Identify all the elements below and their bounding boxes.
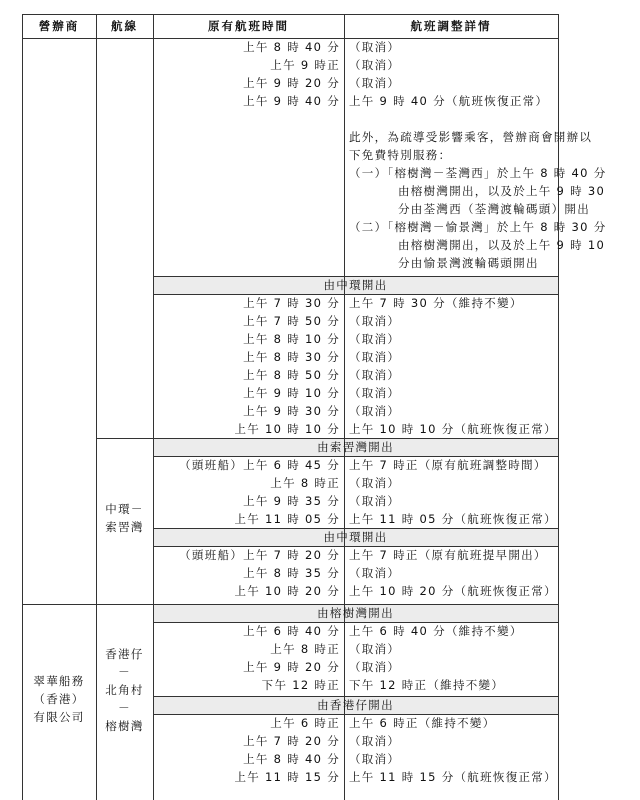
original-time: 上午 10 時 10 分 bbox=[234, 422, 340, 436]
section-heading: 由榕樹灣開出 bbox=[317, 606, 394, 620]
original-time: 上午 8 時正 bbox=[270, 642, 340, 656]
adjustment-detail: 上午 7 時正（原有航班調整時間） bbox=[349, 458, 547, 472]
adjustment-detail: （取消） bbox=[349, 314, 401, 328]
adjustment-detail: （取消） bbox=[349, 404, 401, 418]
original-time: 上午 11 時 15 分 bbox=[234, 770, 340, 784]
operator-name: 有限公司 bbox=[33, 710, 85, 724]
adjustment-detail: 上午 10 時 20 分（航班恢復正常） bbox=[349, 584, 557, 598]
adjustment-detail: （取消） bbox=[349, 350, 401, 364]
header-adjustment: 航班調整詳情 bbox=[410, 19, 492, 33]
route-name: 榕樹灣 bbox=[105, 719, 144, 733]
section-heading: 由中環開出 bbox=[323, 530, 388, 544]
grid-line bbox=[153, 696, 559, 697]
adjustment-detail: （取消） bbox=[349, 660, 401, 674]
adjustment-detail: （取消） bbox=[349, 58, 401, 72]
original-time: （頭班船）上午 6 時 45 分 bbox=[179, 458, 340, 472]
grid-line bbox=[153, 622, 559, 623]
original-time: 上午 9 時 35 分 bbox=[243, 494, 340, 508]
original-time: 下午 12 時正 bbox=[261, 678, 340, 692]
adjustment-detail: 上午 7 時正（原有航班提早開出） bbox=[349, 548, 547, 562]
header-operator: 營辦商 bbox=[38, 19, 80, 33]
adjustment-detail: （取消） bbox=[349, 734, 401, 748]
original-time: 上午 7 時 50 分 bbox=[243, 314, 340, 328]
original-time: 上午 9 時 40 分 bbox=[243, 94, 340, 108]
special-service-note: （一）「榕樹灣－荃灣西」於上午 8 時 40 分 bbox=[349, 166, 607, 180]
adjustment-detail: （取消） bbox=[349, 642, 401, 656]
original-time: 上午 8 時 40 分 bbox=[243, 752, 340, 766]
route-name: － bbox=[118, 701, 131, 715]
original-time: 上午 8 時正 bbox=[270, 476, 340, 490]
original-time: 上午 8 時 35 分 bbox=[243, 566, 340, 580]
route-name: 北角村 bbox=[105, 683, 144, 697]
special-service-note: 由榕樹灣開出，以及於上午 9 時 10 bbox=[398, 238, 606, 252]
special-service-note: 下免費特別服務： bbox=[349, 148, 452, 162]
grid-line bbox=[96, 438, 559, 439]
adjustment-detail: （取消） bbox=[349, 332, 401, 346]
original-time: 上午 9 時 20 分 bbox=[243, 76, 340, 90]
adjustment-detail: 上午 6 時正（維持不變） bbox=[349, 716, 496, 730]
grid-line bbox=[22, 38, 559, 39]
section-heading: 由香港仔開出 bbox=[317, 698, 394, 712]
adjustment-detail: 下午 12 時正（維持不變） bbox=[349, 678, 505, 692]
adjustment-detail: （取消） bbox=[349, 476, 401, 490]
special-service-note: 分由愉景灣渡輪碼頭開出 bbox=[398, 256, 539, 270]
adjustment-detail: （取消） bbox=[349, 566, 401, 580]
adjustment-detail: （取消） bbox=[349, 368, 401, 382]
adjustment-detail: 上午 7 時 30 分（維持不變） bbox=[349, 296, 523, 310]
special-service-note: 此外，為疏導受影響乘客，營辦商會開辦以 bbox=[349, 130, 593, 144]
original-time: （頭班船）上午 7 時 20 分 bbox=[179, 548, 340, 562]
original-time: 上午 6 時正 bbox=[270, 716, 340, 730]
original-time: 上午 7 時 20 分 bbox=[243, 734, 340, 748]
section-heading: 由中環開出 bbox=[323, 278, 388, 292]
adjustment-detail: （取消） bbox=[349, 76, 401, 90]
original-time: 上午 9 時 10 分 bbox=[243, 386, 340, 400]
adjustment-detail: （取消） bbox=[349, 386, 401, 400]
original-time: 上午 8 時 50 分 bbox=[243, 368, 340, 382]
adjustment-detail: 上午 9 時 40 分（航班恢復正常） bbox=[349, 94, 549, 108]
operator-name: （香港） bbox=[33, 692, 85, 706]
adjustment-detail: 上午 11 時 05 分（航班恢復正常） bbox=[349, 512, 557, 526]
original-time: 上午 8 時 10 分 bbox=[243, 332, 340, 346]
route-name: 香港仔 bbox=[105, 647, 144, 661]
grid-line bbox=[344, 14, 345, 800]
header-original-times: 原有航班時間 bbox=[208, 19, 289, 33]
header-route: 航線 bbox=[111, 19, 138, 33]
grid-line bbox=[22, 14, 559, 15]
adjustment-detail: （取消） bbox=[349, 752, 401, 766]
adjustment-detail: （取消） bbox=[349, 40, 401, 54]
adjustment-detail: （取消） bbox=[349, 494, 401, 508]
original-time: 上午 10 時 20 分 bbox=[234, 584, 340, 598]
section-heading: 由索罟灣開出 bbox=[317, 440, 394, 454]
adjustment-detail: 上午 6 時 40 分（維持不變） bbox=[349, 624, 523, 638]
route-name: 索罟灣 bbox=[105, 520, 144, 534]
operator-name: 翠華船務 bbox=[33, 674, 85, 688]
grid-line bbox=[153, 276, 559, 277]
grid-line bbox=[153, 528, 559, 529]
route-name: － bbox=[118, 665, 131, 679]
original-time: 上午 11 時 05 分 bbox=[234, 512, 340, 526]
original-time: 上午 9 時正 bbox=[270, 58, 340, 72]
special-service-note: （二）「榕樹灣－愉景灣」於上午 8 時 30 分 bbox=[349, 220, 607, 234]
route-name: 中環－ bbox=[105, 502, 144, 516]
original-time: 上午 8 時 30 分 bbox=[243, 350, 340, 364]
original-time: 上午 6 時 40 分 bbox=[243, 624, 340, 638]
original-time: 上午 7 時 30 分 bbox=[243, 296, 340, 310]
special-service-note: 由榕樹灣開出，以及於上午 9 時 30 bbox=[398, 184, 606, 198]
grid-line bbox=[153, 714, 559, 715]
special-service-note: 分由荃灣西（荃灣渡輪碼頭）開出 bbox=[398, 202, 590, 216]
grid-line bbox=[22, 604, 559, 605]
grid-line bbox=[153, 456, 559, 457]
original-time: 上午 9 時 20 分 bbox=[243, 660, 340, 674]
original-time: 上午 8 時 40 分 bbox=[243, 40, 340, 54]
grid-line bbox=[153, 546, 559, 547]
grid-line bbox=[153, 294, 559, 295]
original-time: 上午 9 時 30 分 bbox=[243, 404, 340, 418]
adjustment-detail: 上午 11 時 15 分（航班恢復正常） bbox=[349, 770, 557, 784]
adjustment-detail: 上午 10 時 10 分（航班恢復正常） bbox=[349, 422, 557, 436]
grid-line bbox=[153, 14, 154, 800]
